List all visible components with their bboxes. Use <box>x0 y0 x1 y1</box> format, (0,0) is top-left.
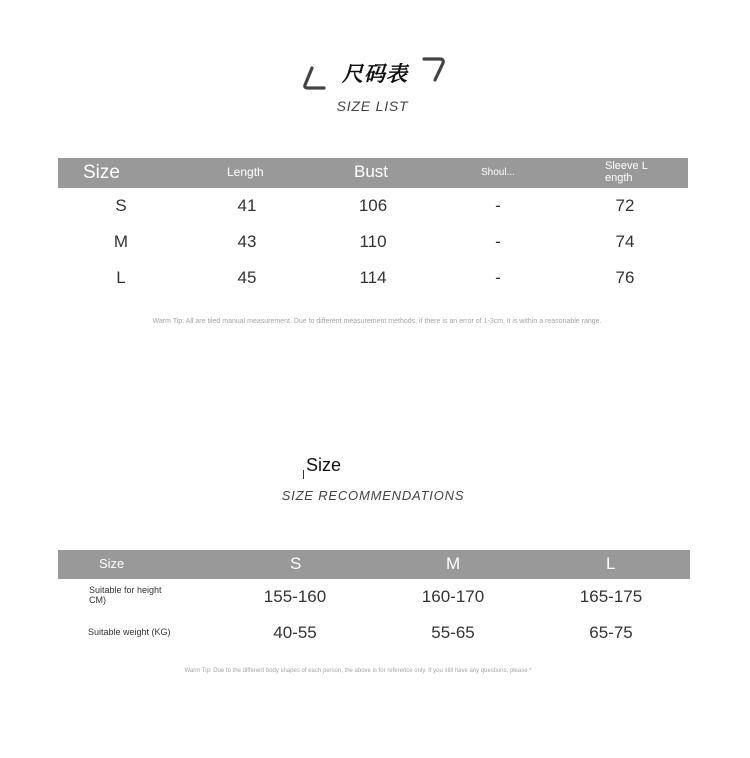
row-label-height: Suitable for height CM) <box>89 585 162 605</box>
cell-s: 40-55 <box>273 623 317 642</box>
cell-sleeve: 74 <box>615 232 635 251</box>
header-shoulder: Shoul... <box>481 167 515 178</box>
header-s: S <box>290 554 302 573</box>
cell-bust: 110 <box>359 232 387 251</box>
cell-bust: 114 <box>359 268 387 287</box>
cell-shoulder: - <box>495 196 501 215</box>
cell-shoulder: - <box>495 268 501 287</box>
size-recommend-subtitle: SIZE RECOMMENDATIONS <box>281 488 465 503</box>
header-length: Length <box>227 165 264 179</box>
cell-size: L <box>116 268 126 287</box>
size-recommend-title: Size <box>306 455 342 475</box>
cell-length: 45 <box>237 268 257 287</box>
size-list-subtitle: SIZE LIST <box>336 98 409 114</box>
cell-sleeve: 76 <box>615 268 635 287</box>
cell-m: 55-65 <box>431 623 475 642</box>
cell-sleeve: 72 <box>615 196 635 215</box>
cell-shoulder: - <box>495 232 501 251</box>
title-mark <box>303 470 304 479</box>
header-sleeve-length: Sleeve L ength <box>605 160 648 184</box>
right-bracket-icon <box>422 56 446 82</box>
header-l: L <box>606 554 616 573</box>
cell-l: 165-175 <box>579 587 643 606</box>
cell-length: 41 <box>237 196 257 215</box>
row-label-weight: Suitable weight (KG) <box>88 627 171 637</box>
cell-size: S <box>115 196 127 215</box>
size-list-title: 尺码表 <box>342 62 408 86</box>
cell-size: M <box>113 232 129 251</box>
header-size: Size <box>99 556 125 571</box>
header-bust: Bust <box>354 162 389 181</box>
header-m: M <box>446 554 461 573</box>
cell-m: 160-170 <box>421 587 485 606</box>
cell-length: 43 <box>237 232 257 251</box>
size-table-header <box>58 158 688 188</box>
cell-s: 155-160 <box>263 587 327 606</box>
recommend-table-header <box>58 550 690 579</box>
size-recommend-tip: Warm Tip: Due to the different body shapes of each person, the above is for reference only. If you still have any questions, please * <box>184 668 532 674</box>
cell-bust: 106 <box>358 196 388 215</box>
header-size: Size <box>83 162 120 183</box>
cell-l: 65-75 <box>589 623 633 642</box>
size-list-tip: Warm Tip: All are tiled manual measurement. Due to different measurement methods, if there is an error of 1-3cm, it is within a reasonable range. <box>152 318 602 325</box>
